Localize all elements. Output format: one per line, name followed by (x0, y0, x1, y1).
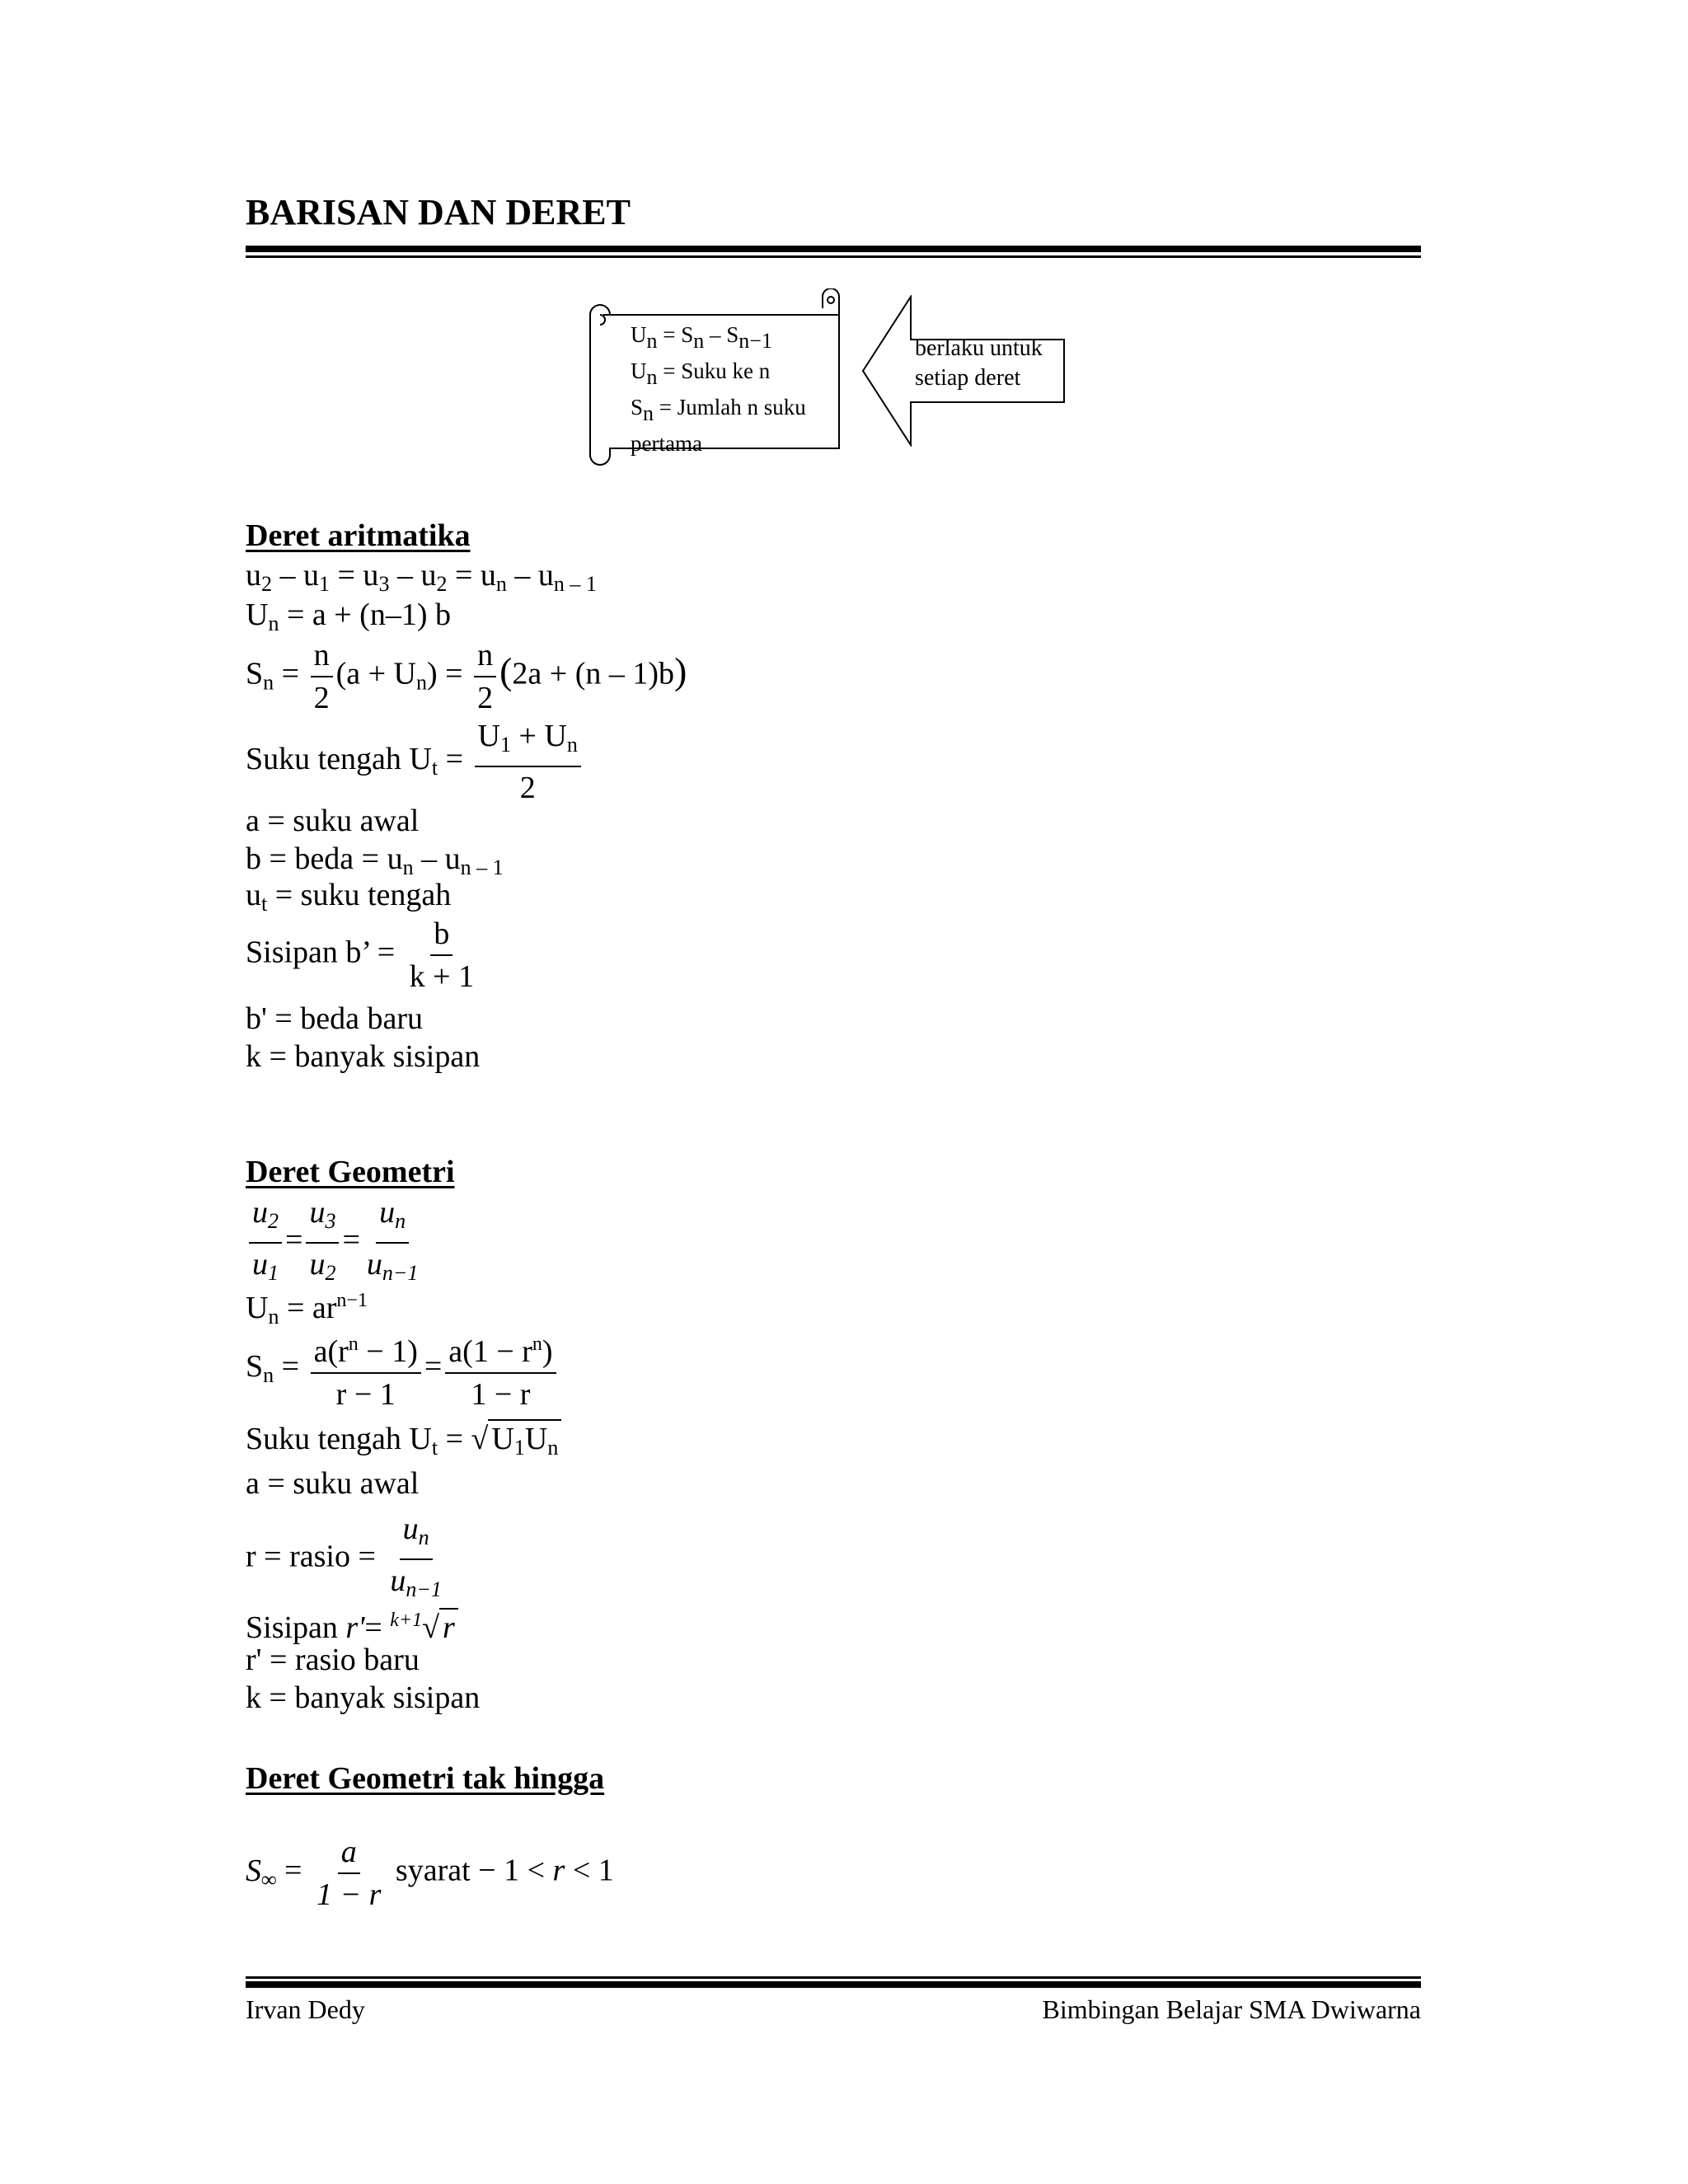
title-rule-thick (246, 246, 1421, 252)
page-title: BARISAN DAN DERET (246, 192, 631, 232)
arithmetic-un-formula: $U_n = a + (n-1)$ b (246, 598, 451, 635)
title-rule-thin (246, 255, 1421, 258)
infinite-sum-formula: $S_\infty$ = $\frac{a}{1 - r}$ syarat − 1 < r < 1 (246, 1831, 614, 1915)
scroll-note-text (631, 320, 806, 458)
footer-rule-thin (246, 1976, 1421, 1979)
arithmetic-def-b: b = beda = $u_n - u_{n - 1}$ (246, 841, 504, 879)
arithmetic-sn-formula: $S_n$ = $\frac{n}{2}$ $(a + U_n)$ = $\frac{n}{2}$ (2a + (n – 1)b) (246, 635, 687, 719)
arithmetic-def-ut: $u_t$ = suku tengah (246, 878, 452, 916)
geometric-heading: Deret Geometri (246, 1155, 455, 1189)
callout-text (915, 334, 1043, 393)
geometric-sn-formula: $S_n$ = $\frac{a(r^n - 1)}{r - 1}$ = $\frac{a(1 - r^n)}{1 - r}$ (246, 1324, 560, 1415)
note-line-3: Sn = Jumlah n suku (631, 395, 806, 425)
callout-line-2: setiap deret (915, 365, 1021, 391)
arithmetic-heading: Deret aritmatika (246, 518, 471, 553)
arithmetic-difference-line: $u_2 - u_1 = u_3 - u_2 = u_n - u_{n - 1}$ (246, 558, 597, 596)
arithmetic-def-bprime: b' = beda baru (246, 1001, 424, 1036)
arithmetic-def-k: k = banyak sisipan (246, 1039, 481, 1074)
geometric-ratio-line: $\frac{u_2}{u_1}$ = $\frac{u_3}{u_2}$ = $\frac{u_n}{u_{n-1}}$ (246, 1192, 424, 1294)
note-line-4: pertama (631, 431, 702, 456)
geometric-middle-term: Suku tengah $U_t$ = √ $U_1U_n$ (246, 1419, 561, 1466)
geometric-un-formula: $U_n = ar^{n-1}$ (246, 1290, 368, 1329)
footer-rule-thick (246, 1981, 1421, 1988)
geometric-def-rprime: r' = rasio baru (246, 1643, 420, 1677)
infinite-heading: Deret Geometri tak hingga (246, 1761, 605, 1796)
arithmetic-sisipan: Sisipan b’ = $\frac{b}{k + 1}$ (246, 913, 481, 997)
callout-line-1: berlaku untuk (915, 335, 1043, 361)
footer-author: Irvan Dedy (246, 1994, 365, 2024)
geometric-def-a: a = suku awal (246, 1466, 420, 1501)
note-line-2: Un = Suku ke n (631, 359, 771, 389)
note-line-1: Un = Sn – Sn−1 (631, 322, 772, 353)
geometric-rasio: r = rasio = $\frac{u_n}{u_{n-1}}$ (246, 1508, 448, 1610)
arithmetic-def-a: a = suku awal (246, 804, 420, 838)
arithmetic-middle-term: Suku tengah $U_t$ = $\frac{U_1 + U_n}{2}$ (246, 715, 584, 808)
footer-publisher: Bimbingan Belajar SMA Dwiwarna (1042, 1994, 1421, 2024)
geometric-sisipan: Sisipan r'= $^{k+1}$√ r (246, 1602, 458, 1646)
geometric-def-k: k = banyak sisipan (246, 1680, 481, 1715)
